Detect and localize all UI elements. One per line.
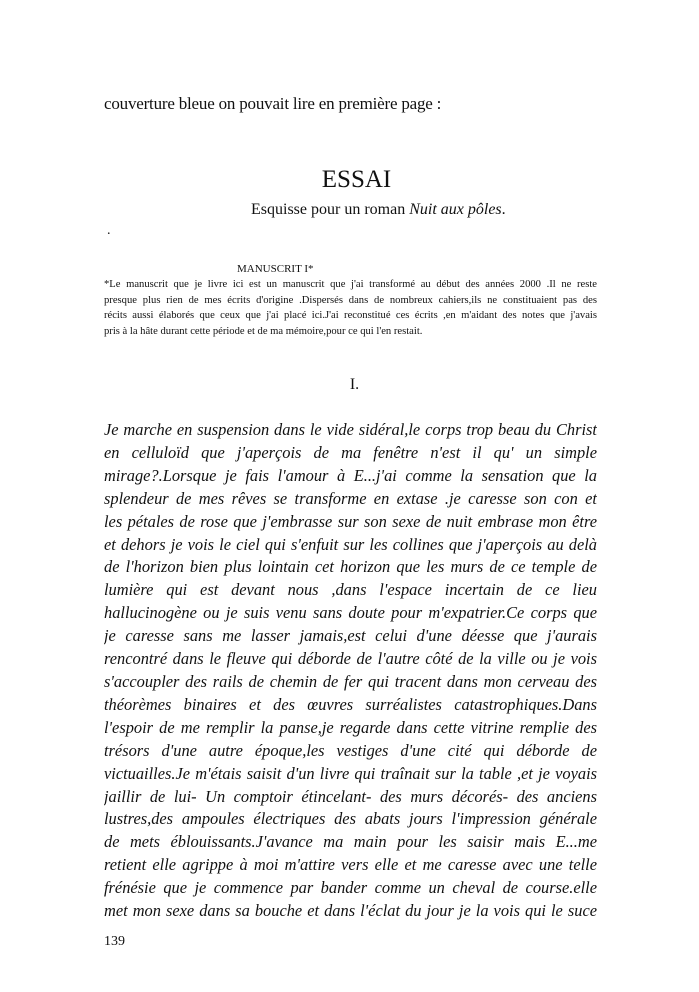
body-line: lustres,des ampoules électriques des abats jours l'impression générale [104,809,597,829]
body-line: met mon sexe dans sa bouche et dans l'éclat du jour je la vois qui le suce [104,901,597,921]
dot-mark: . [107,223,111,238]
chapter-number: I. [349,376,360,393]
body-line: de l'horizon bien plus lointain cet horizon que les murs de ce temple de [104,557,597,577]
footnote-line: pris à la hâte durant cette période et de ma mémoire,pour ce qui l'en restait. [104,325,423,337]
subtitle-novel-title: Nuit aux pôles [409,201,502,218]
body-line: Je marche en suspension dans le vide sidéral,le corps trop beau du Christ [104,420,597,439]
body-line: théorèmes binaires et des œuvres surréalistes catastrophiques.Dans [104,694,597,714]
body-line: mirage?.Lorsque je fais l'amour à E...j'ai comme la sensation que la [104,465,597,485]
body-line: frénésie que je commence par bander comme un cheval de course.elle [104,878,597,898]
page-title: ESSAI [321,166,392,193]
body-line: je caresse sans me lasser jamais,est celui d'une déesse que j'aurais [104,626,597,646]
manuscript-label: MANUSCRIT I* [237,263,314,275]
body-line: l'espoir de me remplir la panse,je regarde dans cette vitrine remplie des [104,717,597,737]
body-line: splendeur de mes rêves se transforme en extase .je caresse son con et [104,488,597,508]
body-line: trésors d'une autre époque,les vestiges d'une cité qui déborde de [104,740,597,760]
body-line: en celluloïd que j'aperçois de ma fenêtre n'est il qu' un simple [104,442,597,462]
body-line: jaillir de lui- Un comptoir étincelant- des murs décorés- des anciens [104,786,597,806]
footnote [104,277,597,339]
footnote-line: récits aussi élaborés que ceux que j'ai placé ici.J'ai reconstitué ces écrits ,en m'aidant des notes que j'avais [104,310,597,321]
body-line: les pétales de rose que j'embrasse sur son sexe de nuit embrase mon être [104,511,597,531]
subtitle-suffix: . [501,201,506,218]
page-number: 139 [104,934,125,949]
footnote-line: *Le manuscrit que je livre ici est un manuscrit que j'ai transformé au début des années 2000 .Il ne reste [104,279,597,290]
body-line: hallucinogène ou je suis venu sans doute pour m'expatrier.Ce corps que [104,603,597,623]
body-line: s'accoupler des rails de chemin de fer qui tracent dans mon cerveau des [104,671,597,691]
body-line: rencontré dans le fleuve qui déborde de l'autre côté de la ville ou je vois [104,649,597,669]
intro-line: couverture bleue on pouvait lire en première page : [104,94,442,113]
body-line: retient elle agrippe à moi m'attire vers elle et me caresse avec une telle [104,855,597,875]
body-text [104,419,597,923]
footnote-line: presque plus rien de mes écrits d'origine .Dispersés dans de nombreux cahiers,ils ne constituaient pas des [104,294,597,306]
subtitle [251,201,506,219]
body-line: de mets éblouissants.J'avance ma main pour les saisir mais E...me [104,832,597,852]
subtitle-prefix: Esquisse pour un roman [251,201,406,218]
body-line: et dehors je vois le ciel qui s'enfuit sur les collines que j'aperçois au delà [104,534,597,554]
body-line: lumière qui est devant nous ,dans l'espace incertain de ce lieu [104,580,597,600]
body-line: victuailles.Je m'étais saisit d'un livre qui traînait sur la table ,et je voyais [104,763,597,783]
